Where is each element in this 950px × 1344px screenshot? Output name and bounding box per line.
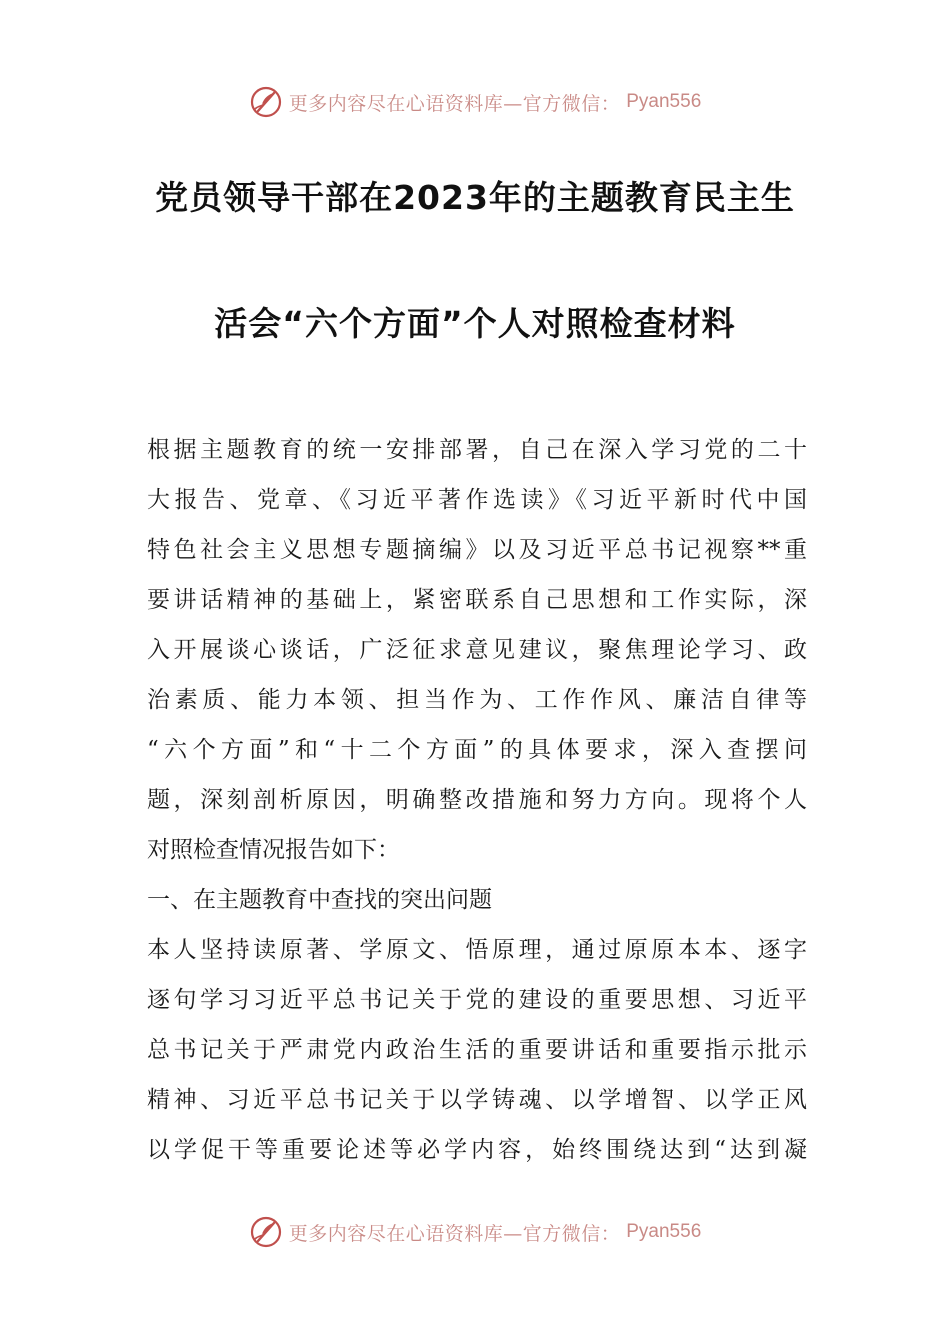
- body-line: 根据主题教育的统一安排部署，自己在深入学习党的二十: [147, 437, 807, 463]
- section-heading: 一、在主题教育中查找的突出问题: [147, 887, 492, 913]
- watermark-wechat-id: Pyan556: [626, 91, 702, 112]
- document-title-line-1: 党员领导干部在2023年的主题教育民主生: [155, 178, 795, 217]
- body-line: 总书记关于严肃党内政治生活的重要讲话和重要指示批示: [147, 1037, 807, 1063]
- body-line: 以学促干等重要论述等必学内容，始终围绕达到“达到凝: [147, 1137, 807, 1163]
- body-line: 本人坚持读原著、学原文、悟原理，通过原原本本、逐字: [147, 937, 807, 963]
- document-body: [147, 425, 807, 1175]
- body-line: 精神、习近平总书记关于以学铸魂、以学增智、以学正风: [147, 1087, 807, 1113]
- watermark-text: 更多内容尽在心语资料库—官方微信：: [288, 1222, 621, 1245]
- body-line: 要讲话精神的基础上，紧密联系自己思想和工作实际，深: [147, 587, 807, 613]
- footer-watermark: [0, 1210, 950, 1254]
- quill-logo-icon: [249, 1215, 283, 1249]
- document-title-line-2: 活会“六个方面”个人对照检查材料: [214, 304, 736, 343]
- body-line: 题，深刻剖析原因，明确整改措施和努力方向。现将个人: [147, 787, 807, 813]
- header-watermark: [0, 80, 950, 124]
- watermark-text: 更多内容尽在心语资料库—官方微信：: [288, 92, 621, 115]
- body-line: 治素质、能力本领、担当作为、工作作风、廉洁自律等: [147, 687, 807, 713]
- body-line: 大报告、党章、《习近平著作选读》《习近平新时代中国: [147, 487, 807, 513]
- watermark-wechat-id: Pyan556: [626, 1221, 702, 1242]
- body-line: 逐句学习习近平总书记关于党的建设的重要思想、习近平: [147, 987, 807, 1013]
- body-line: “六个方面”和“十二个方面”的具体要求，深入查摆问: [147, 737, 807, 763]
- quill-logo-icon: [249, 85, 283, 119]
- body-line: 特色社会主义思想专题摘编》以及习近平总书记视察**重: [147, 537, 807, 563]
- body-line: 对照检查情况报告如下：: [147, 837, 400, 863]
- body-line: 入开展谈心谈话，广泛征求意见建议，聚焦理论学习、政: [147, 637, 807, 663]
